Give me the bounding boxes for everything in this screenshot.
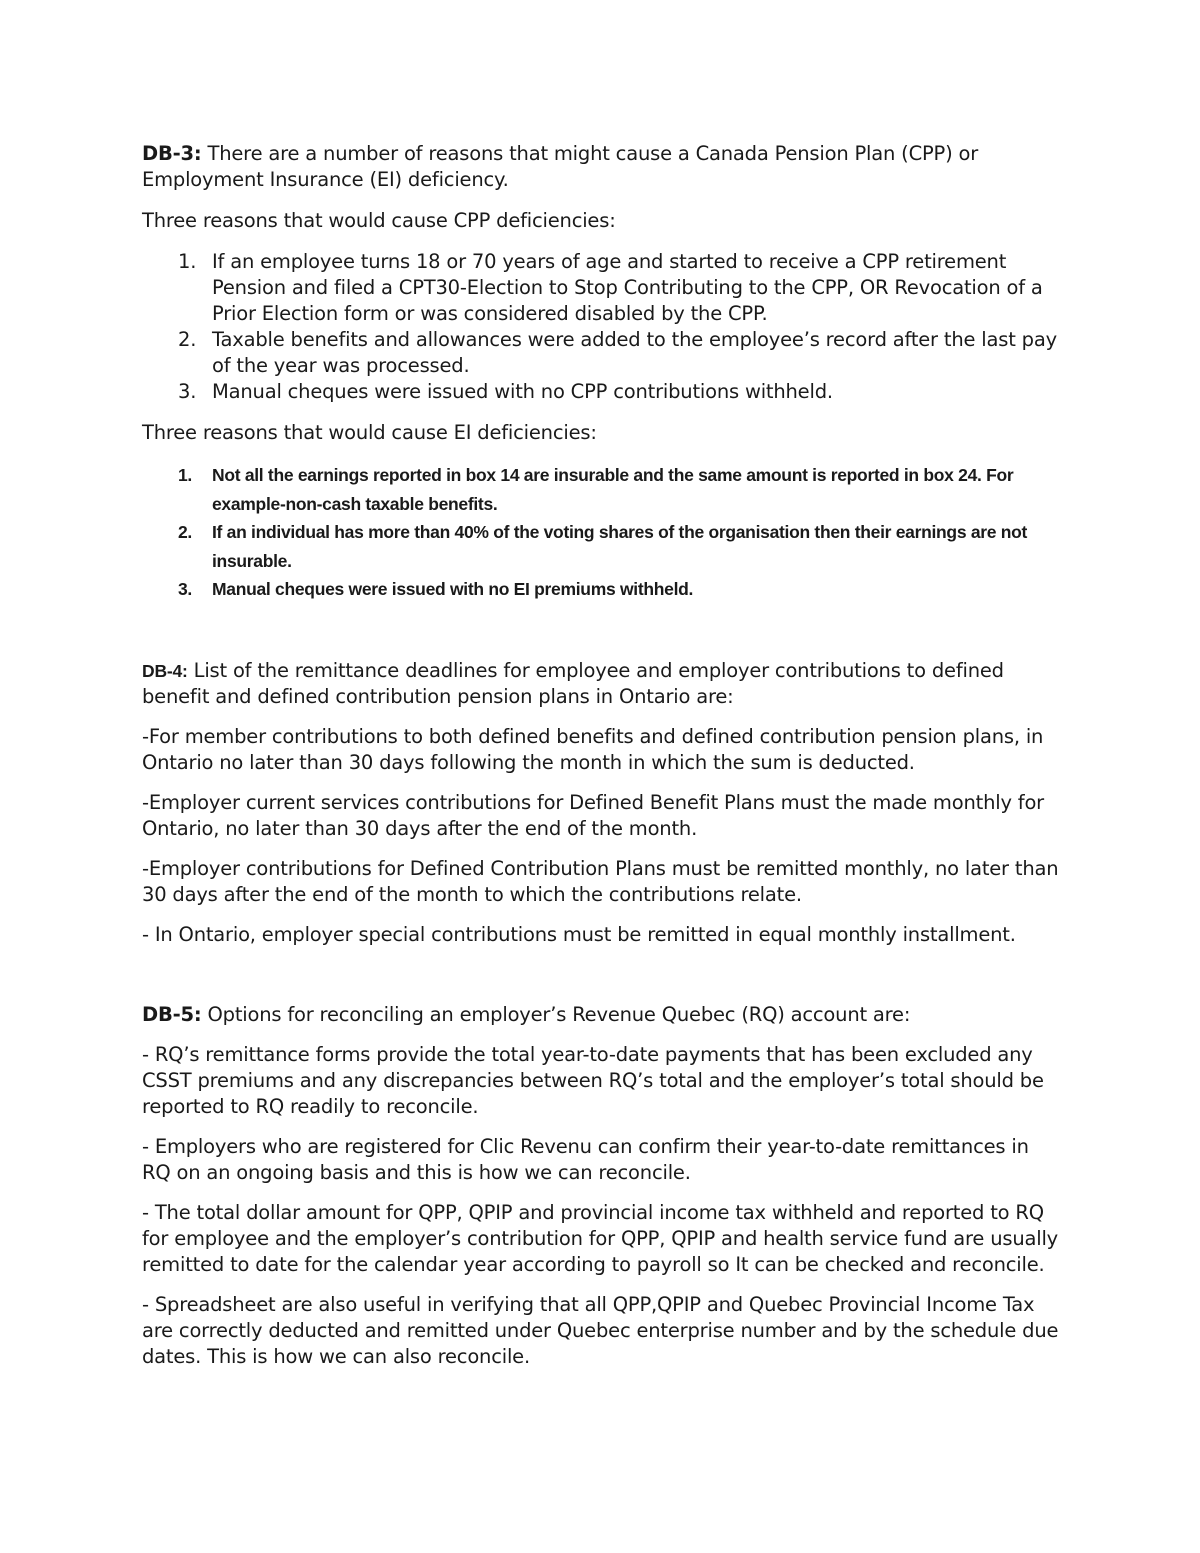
list-number: 1.	[178, 465, 192, 485]
db5-paragraph: - Spreadsheet are also useful in verifying that all QPP,QPIP and Quebec Provincial Income Tax are correctly deducted and remitted under Quebec enterprise number and by the schedule due dates. This is how we can also reconcile.	[142, 1292, 1059, 1368]
document-page	[142, 141, 1062, 1370]
db5-paragraph: - Employers who are registered for Clic Revenu can confirm their year-to-date remittances in RQ on an ongoing basis and this is how we can reconcile.	[142, 1134, 1029, 1184]
list-text: Manual cheques were issued with no EI premiums withheld.	[212, 579, 694, 599]
db5-label: DB-5:	[142, 1002, 202, 1026]
db4-paragraph: -Employer contributions for Defined Contribution Plans must be remitted monthly, no later than 30 days after the end of the month to which the contributions relate.	[142, 856, 1059, 906]
db5-paragraph: - RQ’s remittance forms provide the total year-to-date payments that has been excluded any CSST premiums and any discrepancies between RQ’s total and the employer’s total should be reported to RQ readily to reconcile.	[142, 1042, 1044, 1118]
list-item	[142, 518, 1062, 575]
db5-intro-text: Options for reconciling an employer’s Revenue Quebec (RQ) account are:	[201, 1002, 911, 1026]
db4-intro-paragraph	[142, 658, 1062, 710]
list-text: Taxable benefits and allowances were added to the employee’s record after the last pay of the year was processed.	[212, 328, 1057, 377]
list-text: If an individual has more than 40% of the voting shares of the organisation then their earnings are not insurable.	[212, 522, 1028, 571]
list-number: 3.	[178, 579, 192, 599]
list-number: 1.	[178, 250, 197, 273]
list-number: 2.	[178, 522, 192, 542]
list-item	[142, 575, 1062, 604]
db3-intro-paragraph	[142, 141, 1062, 193]
list-item	[142, 379, 1062, 405]
list-item	[142, 249, 1062, 327]
list-text: If an employee turns 18 or 70 years of age and started to receive a CPP retirement Pension and filed a CPT30-Election to Stop Contributing to the CPP, OR Revocation of a Prior Election form or was considered disabled by the CPP.	[212, 250, 1043, 325]
list-item	[142, 461, 1062, 518]
db4-intro-text: List of the remittance deadlines for employee and employer contributions to defined benefit and defined contribution pension plans in Ontario are:	[142, 658, 1004, 708]
db3-intro-text: There are a number of reasons that might cause a Canada Pension Plan (CPP) or Employment Insurance (EI) deficiency.	[142, 142, 979, 191]
db3-cpp-heading: Three reasons that would cause CPP deficiencies:	[142, 209, 616, 232]
db3-cpp-list	[142, 249, 1062, 405]
db4-paragraph: -Employer current services contributions for Defined Benefit Plans must the made monthly for Ontario, no later than 30 days after the end of the month.	[142, 790, 1044, 840]
db3-label: DB-3:	[142, 142, 202, 165]
list-number: 3.	[178, 380, 197, 403]
db4-paragraph: -For member contributions to both defined benefits and defined contribution pension plans, in Ontario no later than 30 days following the month in which the sum is deducted.	[142, 724, 1044, 774]
list-text: Manual cheques were issued with no CPP contributions withheld.	[212, 380, 833, 403]
db3-ei-list	[142, 461, 1062, 604]
list-number: 2.	[178, 328, 197, 351]
db5-paragraph: - The total dollar amount for QPP, QPIP and provincial income tax withheld and reported to RQ for employee and the employer’s contribution for QPP, QPIP and health service fund are usually remitted to date for the calendar year according to payroll so It can be checked and reconcile.	[142, 1200, 1059, 1276]
list-text: Not all the earnings reported in box 14 are insurable and the same amount is reported in box 24. For example-non-cash taxable benefits.	[212, 465, 1014, 514]
list-item	[142, 327, 1062, 379]
db5-intro-paragraph	[142, 1002, 1062, 1028]
db3-ei-heading: Three reasons that would cause EI deficiencies:	[142, 421, 597, 444]
db4-label: DB-4:	[142, 660, 188, 681]
db4-paragraph: - In Ontario, employer special contributions must be remitted in equal monthly installment.	[142, 922, 1016, 946]
